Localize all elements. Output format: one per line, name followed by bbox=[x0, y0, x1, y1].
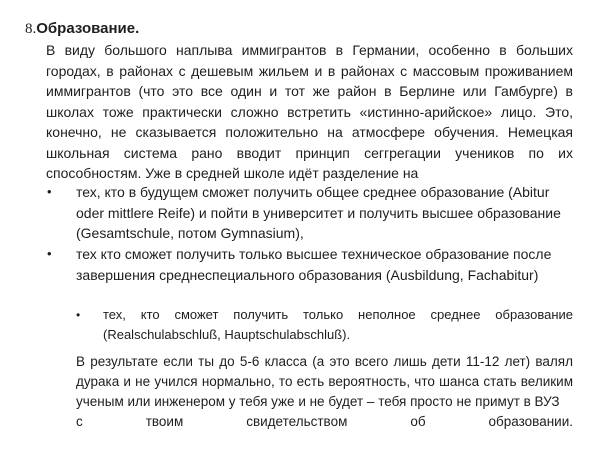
list-item bbox=[47, 244, 576, 285]
section-title: Образование. bbox=[36, 20, 140, 37]
sub-list-item bbox=[76, 305, 573, 345]
list-item-text: тех кто сможет получить только высшее техническое образование после завершения среднеспециального образования (Ausbildung, Fachabitur) bbox=[76, 246, 552, 283]
bullet-icon: • bbox=[47, 246, 52, 261]
intro-paragraph: В виду большого наплыва иммигрантов в Германии, особенно в больших городах, в районах с дешевым жильем и в районах с массовым проживанием иммигрантов (что это все один и тот же район в Берлине или Гамбурге) в школах тоже практически сложно встретить «истинно-арийское» лицо. Это, конечно, не сказывается положительно на атмосфере обучения. Немецкая школьная система рано вводит принцип сеггрегации учеников по их способностям. Уже в средней школе идёт разделение на bbox=[46, 42, 573, 181]
list-item bbox=[47, 182, 576, 244]
sub-list-item-text: тех, кто сможет получить только неполное среднее образование (Realschulabschluß, Hauptschulabschluß). bbox=[103, 307, 573, 342]
section-number: 8. bbox=[25, 21, 37, 37]
bullet-icon: • bbox=[76, 308, 81, 322]
list-item-text: тех, кто в будущем сможет получить общее среднее образование (Abitur oder mittlere Reife) и пойти в университет и получить высшее образование (Gesamtschule, потом Gymnasium), bbox=[76, 184, 561, 241]
closing-paragraph-last-line: с твоим свидетельством об образовании. bbox=[76, 414, 573, 429]
bullet-icon: • bbox=[47, 184, 52, 199]
section-heading bbox=[25, 19, 139, 39]
closing-paragraph-text: В результате если ты до 5-6 класса (а это всего лишь дети 11-12 лет) валял дурака и не учился нормально, то есть вероятность, что шанса стать великим ученым или инженером у тебя уже и не будет – тебя просто не примут в ВУЗ bbox=[76, 354, 573, 409]
closing-paragraph bbox=[76, 352, 573, 432]
